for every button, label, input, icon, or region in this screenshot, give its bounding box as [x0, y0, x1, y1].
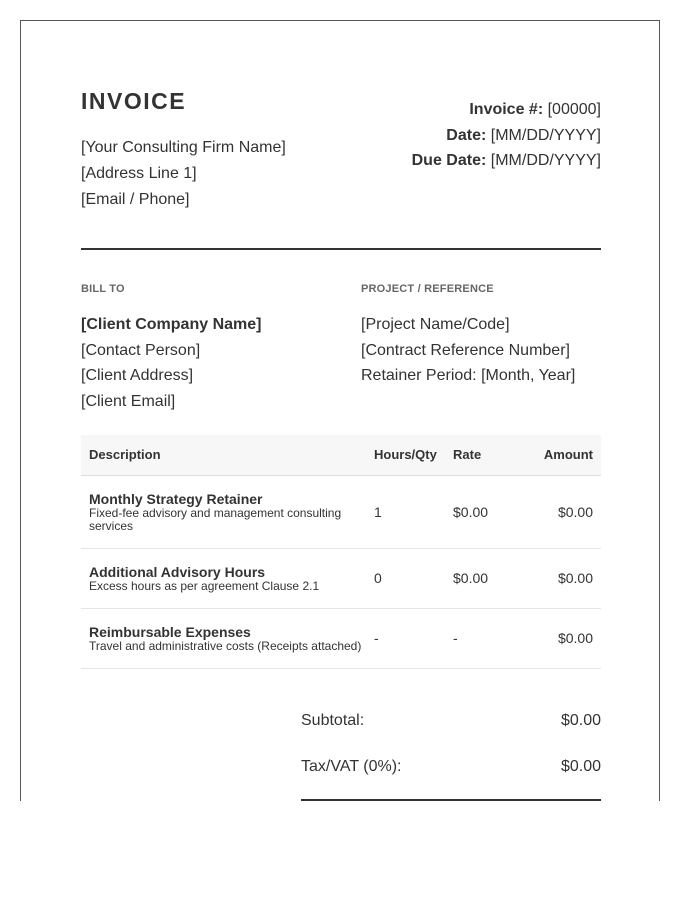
invoice-title: INVOICE	[81, 88, 187, 114]
firm-address: [Address Line 1]	[81, 165, 197, 182]
invoice-number-label: Invoice #:	[469, 101, 544, 118]
firm-name: [Your Consulting Firm Name]	[81, 139, 286, 156]
item-description-cell	[81, 608, 366, 668]
client-company: [Client Company Name]	[81, 316, 262, 333]
item-name: Reimbursable Expenses	[89, 623, 251, 640]
firm-contact: [Email / Phone]	[81, 191, 190, 208]
item-rate: -	[445, 608, 525, 668]
item-description: Fixed-fee advisory and management consulting services	[89, 505, 342, 533]
item-amount: $0.00	[525, 548, 601, 608]
item-rate: $0.00	[445, 548, 525, 608]
invoice-page	[20, 20, 660, 801]
bill-to-section	[81, 282, 351, 414]
due-date-line	[412, 148, 601, 174]
table-row	[81, 548, 601, 608]
invoice-date-line	[412, 123, 601, 149]
item-description-cell	[81, 548, 366, 608]
project-details	[361, 312, 601, 389]
column-header-amount: Amount	[525, 435, 601, 475]
tax-label: Tax/VAT (0%):	[301, 758, 402, 775]
subtotal-row	[301, 702, 601, 748]
bill-to-label: BILL TO	[81, 283, 125, 295]
invoice-number-line	[412, 97, 601, 123]
item-amount: $0.00	[525, 475, 601, 548]
table-header-row	[81, 435, 601, 475]
header-divider	[81, 248, 601, 250]
invoice-number-value: [00000]	[547, 101, 601, 118]
contract-reference: [Contract Reference Number]	[361, 341, 570, 359]
project-name: [Project Name/Code]	[361, 316, 510, 333]
totals-section	[301, 702, 601, 794]
column-header-rate: Rate	[445, 435, 525, 475]
column-header-qty: Hours/Qty	[366, 435, 445, 475]
item-description: Excess hours as per agreement Clause 2.1	[89, 578, 320, 593]
invoice-meta	[412, 97, 601, 174]
item-name: Additional Advisory Hours	[89, 563, 266, 580]
item-description-cell	[81, 475, 366, 548]
retainer-period: Retainer Period: [Month, Year]	[361, 367, 576, 384]
client-contact: [Contact Person]	[81, 341, 201, 359]
invoice-date-label: Date:	[446, 126, 487, 144]
invoice-date-value: [MM/DD/YYYY]	[490, 126, 601, 144]
totals-divider	[301, 799, 601, 801]
bill-to-details	[81, 312, 351, 414]
line-items-table	[81, 435, 601, 669]
item-amount: $0.00	[525, 608, 601, 668]
item-qty: 0	[366, 548, 445, 608]
project-section	[361, 282, 601, 389]
due-date-label: Due Date:	[411, 152, 487, 169]
item-rate: $0.00	[445, 475, 525, 548]
tax-value: $0.00	[560, 758, 601, 775]
item-qty: 1	[366, 475, 445, 548]
client-address: [Client Address]	[81, 367, 194, 384]
table-row	[81, 475, 601, 548]
item-name: Monthly Strategy Retainer	[89, 490, 263, 507]
tax-row	[301, 748, 601, 794]
item-description: Travel and administrative costs (Receipts attached)	[89, 638, 362, 653]
firm-info	[81, 135, 286, 213]
project-label: PROJECT / REFERENCE	[361, 283, 494, 295]
column-header-description: Description	[81, 435, 366, 475]
due-date-value: [MM/DD/YYYY]	[490, 152, 601, 169]
item-qty: -	[366, 608, 445, 668]
subtotal-value: $0.00	[560, 712, 601, 729]
table-row	[81, 608, 601, 668]
subtotal-label: Subtotal:	[301, 712, 365, 729]
client-email: [Client Email]	[81, 392, 176, 410]
